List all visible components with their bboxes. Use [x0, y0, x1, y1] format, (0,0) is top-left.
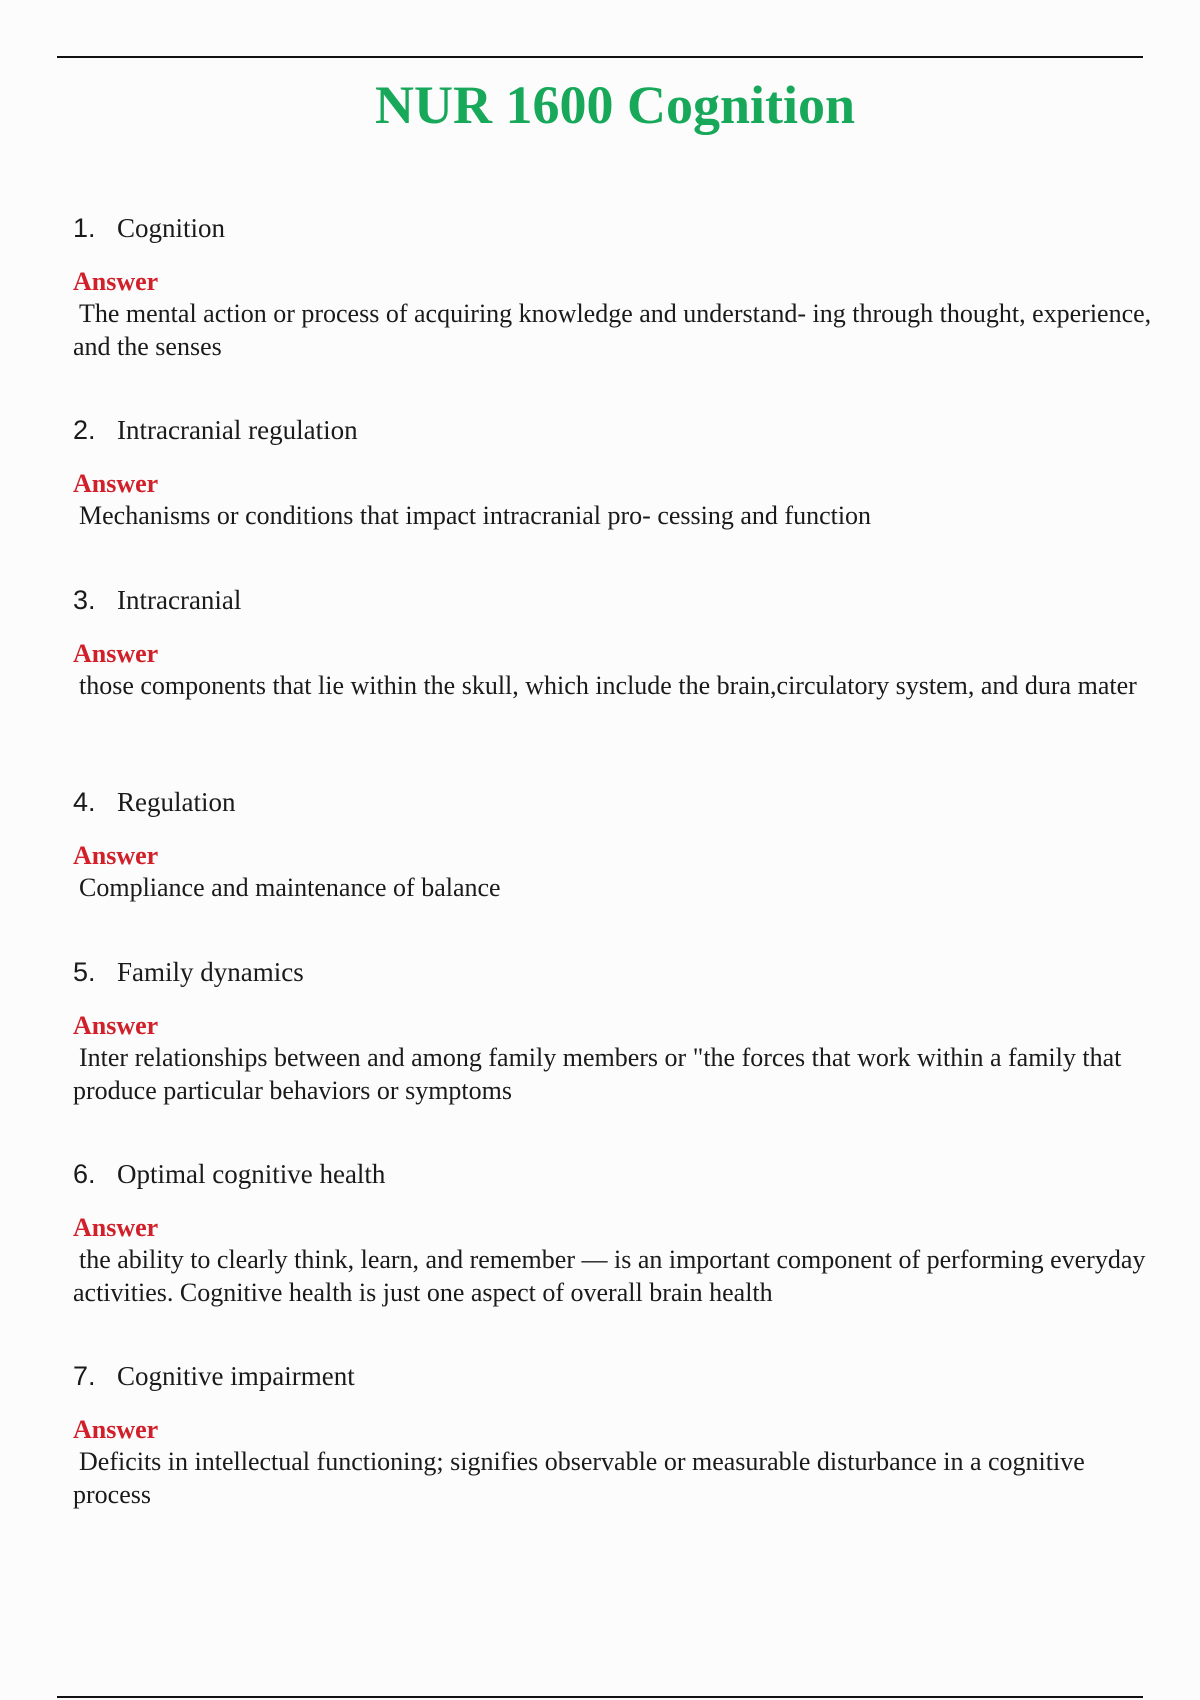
- answer-text: Inter relationships between and among family members or "the forces that work within a family that produce particular behaviors or symptoms: [73, 1043, 1122, 1105]
- question: [73, 949, 1163, 995]
- answer-label: Answer: [73, 1415, 159, 1444]
- qa-item-6: [73, 1151, 1163, 1353]
- answer-text: The mental action or process of acquiring knowledge and understand- ing through thought, experience, and the senses: [73, 299, 1152, 361]
- qa-item-7: [73, 1353, 1163, 1555]
- answer-text: Deficits in intellectual functioning; signifies observable or measurable disturbance in a cognitive process: [73, 1447, 1085, 1509]
- qa-item-4: [73, 779, 1163, 949]
- question-text: Intracranial regulation: [117, 415, 358, 445]
- answer-label: Answer: [73, 267, 159, 296]
- question-text: Intracranial: [117, 585, 242, 615]
- question-number: 6.: [73, 1159, 96, 1189]
- question: [73, 1151, 1163, 1197]
- answer-label: Answer: [73, 639, 159, 668]
- question-number: 4.: [73, 787, 96, 817]
- question-number: 3.: [73, 585, 96, 615]
- question-number: 1.: [73, 213, 96, 243]
- bottom-rule: [57, 1696, 1143, 1698]
- answer-label: Answer: [73, 469, 159, 498]
- answer-text: Mechanisms or conditions that impact intracranial pro- cessing and function: [79, 501, 872, 530]
- question-text: Optimal cognitive health: [117, 1159, 386, 1189]
- question: [73, 1353, 1163, 1399]
- question-text: Family dynamics: [117, 957, 304, 987]
- question: [73, 205, 1163, 251]
- answer-text: the ability to clearly think, learn, and remember — is an important component of performing everyday activities. Cognitive health is just one aspect of overall brain health: [73, 1245, 1146, 1307]
- question-number: 5.: [73, 957, 96, 987]
- question-number: 7.: [73, 1361, 96, 1391]
- qa-item-5: [73, 949, 1163, 1151]
- question-text: Regulation: [117, 787, 236, 817]
- question-text: Cognitive impairment: [117, 1361, 355, 1391]
- answer-label: Answer: [73, 841, 159, 870]
- question: [73, 407, 1163, 453]
- question: [73, 779, 1163, 825]
- question: [73, 577, 1163, 623]
- answer-text: Compliance and maintenance of balance: [79, 873, 501, 902]
- answer-label: Answer: [73, 1011, 159, 1040]
- question-number: 2.: [73, 415, 96, 445]
- qa-item-2: [73, 407, 1163, 577]
- question-text: Cognition: [117, 213, 226, 243]
- qa-item-3: [73, 577, 1163, 779]
- top-rule: [57, 56, 1143, 58]
- qa-item-1: [73, 205, 1163, 407]
- qa-list: [73, 205, 1163, 1555]
- page-title: NUR 1600 Cognition: [374, 75, 856, 135]
- answer-text: those components that lie within the skull, which include the brain,circulatory system, and dura mater: [79, 671, 1137, 700]
- answer-label: Answer: [73, 1213, 159, 1242]
